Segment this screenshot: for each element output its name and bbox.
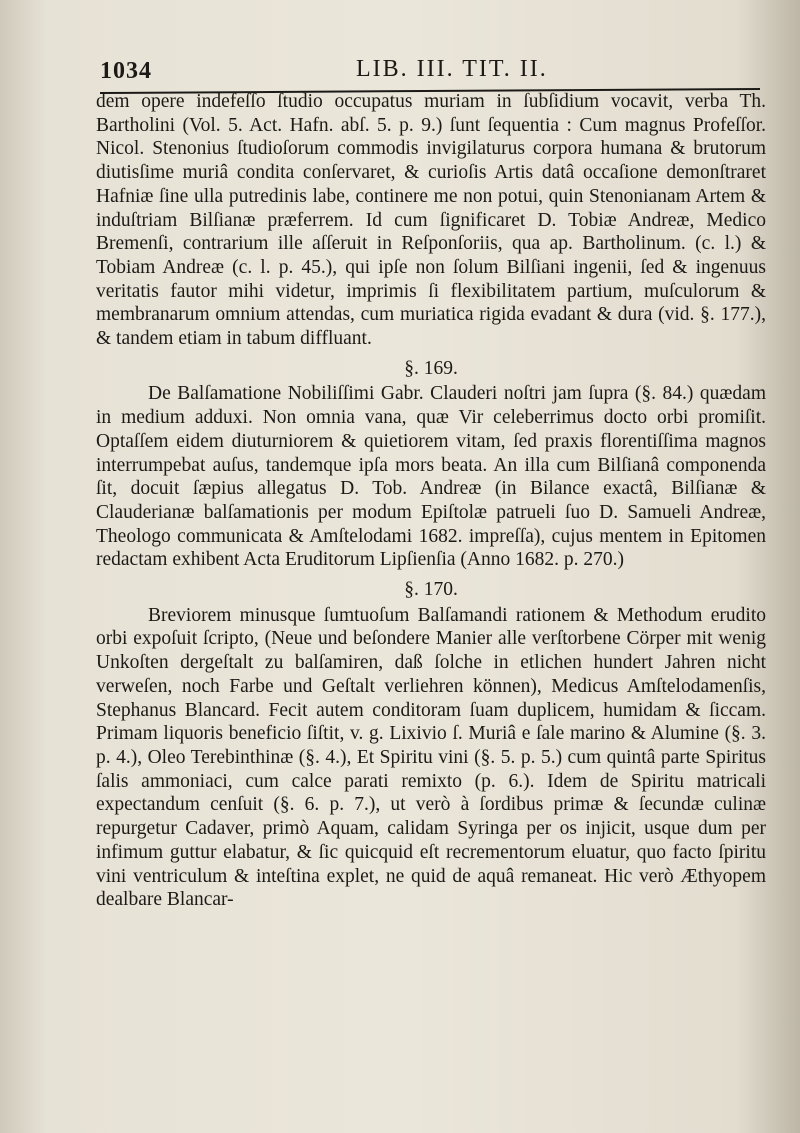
page-number: 1034 xyxy=(100,58,152,84)
section-heading-170: §. 170. xyxy=(404,579,458,601)
running-title: LIB. III. TIT. II. xyxy=(356,56,548,82)
page-header xyxy=(100,52,760,86)
section-heading-169: §. 169. xyxy=(404,357,458,379)
paragraph-continued: dem opere indefeſſo ſtudio occupatus muriam in ſubſidium vocavit, verba Th. Bartholini (Vol. 5. Act. Hafn. abſ. 5. p. 9.) ſunt ſequentia : Cum magnus Profeſſor. Nicol. Stenonius ſtudioſorum commodis invigilaturus corpora humana & brutorum diutisſime muriâ condita conſervaret, & curioſis Artis datâ occaſione demonſtraret Hafniæ ſine ulla putredinis labe, continere me non potui, quin Stenonianam Artem & induſtriam Bilſianæ præferrem. Id cum ſignificaret D. Tobiæ Andreæ, Medico Bremenſi, contrarium ille aſſeruit in Reſponſoriis, qua ap. Bartholinum. (c. l.) & Tobiam Andreæ (c. l. p. 45.), qui ipſe non ſolum Bilſiani ingenii, ſed & ingenuus veritatis fautor mihi videtur, imprimis ſi flexibilitatem partium, muſculorum & membranarum omnium attendas, cum muriatica rigida evadant & dura (vid. §. 177.), & tandem etiam in tabum diffluant. xyxy=(96,91,766,350)
page-body xyxy=(96,90,766,912)
section-169-text: De Balſamatione Nobiliſſimi Gabr. Clauderi noſtri jam ſupra (§. 84.) quædam in medium adduxi. Non omnia vana, quæ Vir celeberrimus docto orbi promiſit. Optaſſem eidem diuturniorem & quietiorem vitam, ſed praxis florentiſſima magnos interrumpebat auſus, tandemque ipſa mors beata. An illa cum Bilſianâ componenda ſit, docuit ſæpius allegatus D. Tob. Andreæ (in Bilance exactâ, Bilſianæ & Clauderianæ balſamationis per modum Epiſtolæ patrueli ſuo D. Samueli Andreæ, Theologo communicata & Amſtelodami 1682. impreſſa), cujus mentem in Epitomen redactam exhibent Acta Eruditorum Lipſienſia (Anno 1682. p. 270.) xyxy=(96,383,766,571)
section-170-text: Breviorem minusque ſumtuoſum Balſamandi rationem & Methodum erudito orbi expoſuit ſcripto, (Neue und beſondere Manier alle verſtorbene Cörper mit wenig Unkoſten dergeſtalt zu balſamiren, daß ſolche in etlichen hundert Jahren nicht verweſen, noch Farbe und Geſtalt verliehren können), Medicus Amſtelodamenſis, Stephanus Blancard. Fecit autem conditoram ſuam duplicem, humidam & ſiccam. Primam liquoris beneficio ſiſtit, v. g. Lixivio ſ. Muriâ e ſale marino & Alumine (§. 3. p. 4.), Oleo Terebinthinæ (§. 4.), Et Spiritu vini (§. 5. p. 5.) cum quintâ parte Spiritus ſalis ammoniaci, cum calce parati remixto (p. 6.). Idem de Spiritu matricali expectandum cenſuit (§. 6. p. 7.), ut verò à ſordibus primæ & ſecundæ culinæ repurgetur Cadaver, primò Aquam, calidam Syringa per os injicit, usque dum per infimum guttur elabatur, & ſic quicquid eſt recrementorum eluatur, quo facto ſpiritu vini ventriculum & inteſtina explet, ne quid de aquâ remaneat. Hic verò Æthyopem dealbare Blancar- xyxy=(96,604,766,911)
